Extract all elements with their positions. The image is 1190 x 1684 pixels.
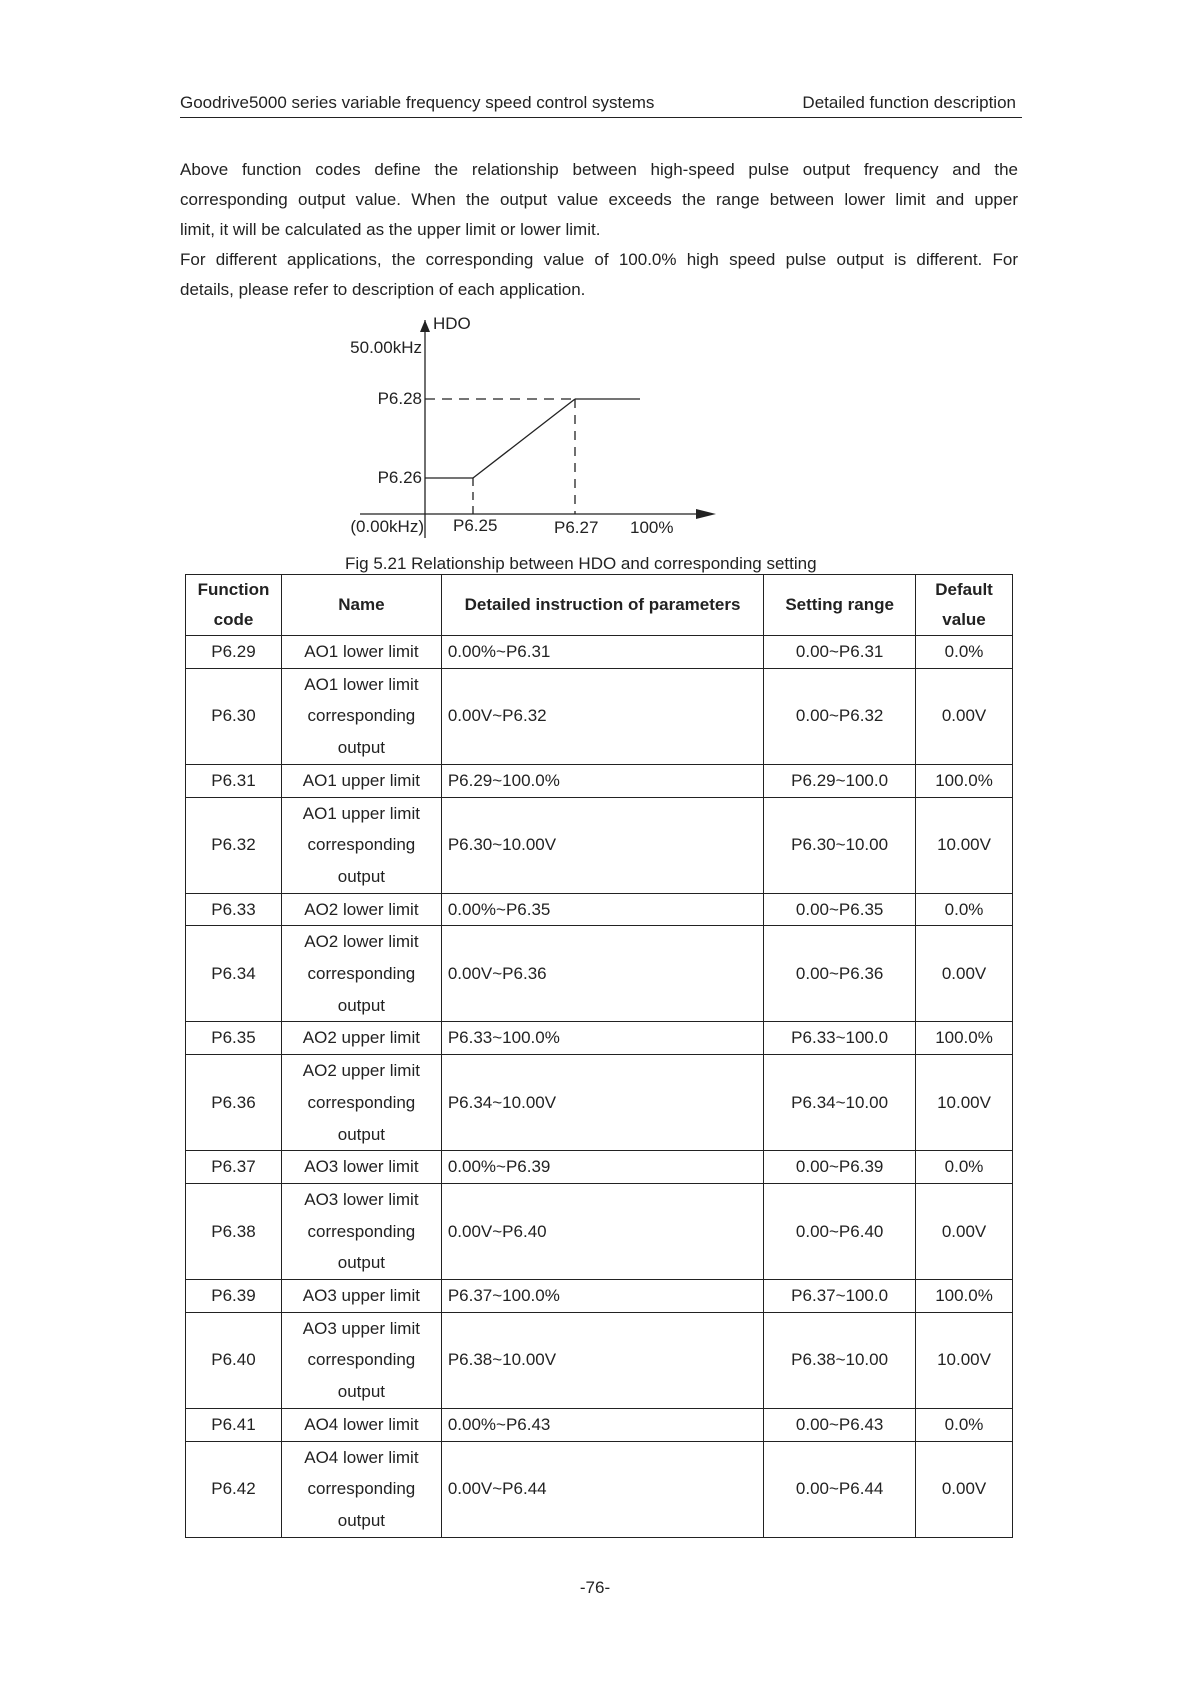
col-header-default-value (916, 575, 1013, 636)
cell-detail: P6.34~10.00V (441, 1055, 763, 1151)
cell-name-line: AO1 upper limit (302, 770, 420, 790)
cell-function-code: P6.40 (186, 1312, 282, 1408)
cell-default-value: 100.0% (916, 1280, 1013, 1313)
y-max-label: 50.00kHz (350, 338, 422, 357)
col-header-function-code-line-2: code (213, 610, 254, 629)
table-row (186, 1022, 1013, 1055)
cell-detail: P6.33~100.0% (441, 1022, 763, 1055)
cell-function-code: P6.32 (186, 797, 282, 893)
cell-name-line: output (337, 1382, 386, 1402)
x-p625-label: P6.25 (453, 516, 498, 535)
table-row (186, 1151, 1013, 1184)
cell-name-line: AO3 lower limit (304, 1189, 419, 1209)
cell-detail: 0.00%~P6.31 (441, 636, 763, 669)
cell-setting-range: P6.30~10.00 (764, 797, 916, 893)
cell-default-value: 0.0% (916, 1151, 1013, 1184)
cell-function-code: P6.36 (186, 1055, 282, 1151)
cell-setting-range: 0.00~P6.36 (764, 926, 916, 1022)
col-header-function-code (186, 575, 282, 636)
cell-function-code: P6.37 (186, 1151, 282, 1184)
cell-setting-range: 0.00~P6.40 (764, 1183, 916, 1279)
cell-name-line: AO4 lower limit (304, 1447, 419, 1467)
cell-name (281, 764, 441, 797)
table-row (186, 893, 1013, 926)
y-p628-label: P6.28 (377, 389, 422, 408)
cell-default-value: 0.00V (916, 668, 1013, 764)
cell-name-line: output (337, 1124, 386, 1144)
cell-name (281, 1312, 441, 1408)
cell-setting-range: 0.00~P6.35 (764, 893, 916, 926)
col-header-detail: Detailed instruction of parameters (441, 575, 763, 636)
cell-name-line: AO1 lower limit (304, 642, 419, 661)
cell-setting-range: P6.34~10.00 (764, 1055, 916, 1151)
cell-name (281, 926, 441, 1022)
table-body (186, 636, 1013, 1538)
cell-name-line: output (337, 1253, 386, 1273)
cell-detail: 0.00V~P6.44 (441, 1441, 763, 1537)
page-header (180, 93, 1022, 118)
cell-setting-range: 0.00~P6.43 (764, 1408, 916, 1441)
table-row (186, 926, 1013, 1022)
y-p626-label: P6.26 (377, 468, 422, 487)
cell-name (281, 1408, 441, 1441)
table-row (186, 797, 1013, 893)
cell-function-code: P6.33 (186, 893, 282, 926)
cell-function-code: P6.42 (186, 1441, 282, 1537)
table-row (186, 1280, 1013, 1313)
header-section-title: Detailed function description (802, 93, 1016, 112)
table-row (186, 1183, 1013, 1279)
cell-name-line: corresponding (307, 964, 416, 984)
body-paragraph-1-line-1: Above function codes define the relationship between high-speed pulse output frequency and the (180, 160, 1018, 179)
cell-detail: P6.29~100.0% (441, 764, 763, 797)
cell-default-value: 0.00V (916, 926, 1013, 1022)
header-doc-title: Goodrive5000 series variable frequency speed control systems (180, 93, 655, 112)
cell-name-line: output (337, 738, 386, 758)
table-row (186, 1055, 1013, 1151)
hdo-relationship-diagram (330, 308, 730, 553)
cell-detail: P6.37~100.0% (441, 1280, 763, 1313)
cell-name (281, 1055, 441, 1151)
table-row (186, 1441, 1013, 1537)
cell-name-line: AO3 lower limit (304, 1157, 419, 1177)
cell-setting-range: 0.00~P6.32 (764, 668, 916, 764)
body-paragraph-2-line-2: details, please refer to description of each application. (180, 280, 586, 299)
cell-name-line: corresponding (307, 706, 416, 726)
cell-name-line: output (337, 866, 386, 886)
cell-setting-range: P6.29~100.0 (764, 764, 916, 797)
figure-caption: Fig 5.21 Relationship between HDO and corresponding setting (345, 554, 817, 573)
cell-function-code: P6.39 (186, 1280, 282, 1313)
cell-function-code: P6.30 (186, 668, 282, 764)
table-row (186, 1408, 1013, 1441)
body-paragraph-1-line-3: limit, it will be calculated as the upper limit or lower limit. (180, 220, 601, 239)
cell-name-line: corresponding (307, 835, 416, 855)
cell-name-line: AO2 upper limit (302, 1028, 420, 1048)
cell-name-line: AO2 upper limit (302, 1061, 420, 1081)
cell-setting-range: 0.00~P6.39 (764, 1151, 916, 1184)
cell-function-code: P6.41 (186, 1408, 282, 1441)
cell-detail: P6.38~10.00V (441, 1312, 763, 1408)
cell-name (281, 636, 441, 669)
parameter-table (185, 574, 1013, 1538)
table-header-row (186, 575, 1013, 636)
cell-name-line: corresponding (307, 1479, 416, 1499)
y-axis-label: HDO (433, 314, 471, 333)
cell-setting-range: P6.33~100.0 (764, 1022, 916, 1055)
cell-default-value: 100.0% (916, 764, 1013, 797)
cell-function-code: P6.29 (186, 636, 282, 669)
cell-detail: 0.00V~P6.40 (441, 1183, 763, 1279)
cell-name (281, 1183, 441, 1279)
cell-default-value: 0.00V (916, 1441, 1013, 1537)
cell-name (281, 1441, 441, 1537)
col-header-setting-range: Setting range (764, 575, 916, 636)
col-header-default-line-1: Default (935, 580, 993, 599)
cell-name-line: corresponding (307, 1350, 416, 1370)
cell-default-value: 10.00V (916, 1312, 1013, 1408)
page-number: -76- (579, 1578, 611, 1597)
cell-name (281, 1151, 441, 1184)
cell-name-line: output (337, 1510, 386, 1530)
linear-segment (473, 399, 575, 478)
cell-setting-range: 0.00~P6.31 (764, 636, 916, 669)
x-max-label: 100% (630, 518, 674, 537)
cell-setting-range: P6.38~10.00 (764, 1312, 916, 1408)
cell-detail: 0.00%~P6.35 (441, 893, 763, 926)
col-header-default-line-2: value (942, 610, 986, 629)
col-header-function-code-line-1: Function (197, 580, 270, 599)
table-row (186, 764, 1013, 797)
cell-detail: 0.00V~P6.36 (441, 926, 763, 1022)
cell-name (281, 797, 441, 893)
cell-default-value: 0.0% (916, 893, 1013, 926)
cell-name-line: AO1 upper limit (302, 803, 420, 823)
cell-detail: 0.00%~P6.39 (441, 1151, 763, 1184)
cell-name (281, 668, 441, 764)
table-row (186, 1312, 1013, 1408)
cell-detail: 0.00%~P6.43 (441, 1408, 763, 1441)
cell-name (281, 1280, 441, 1313)
cell-name-line: corresponding (307, 1221, 416, 1241)
cell-default-value: 10.00V (916, 797, 1013, 893)
body-paragraph-1-line-2: corresponding output value. When the output value exceeds the range between lower limit and upper (180, 190, 1018, 209)
x-axis-arrowhead (696, 509, 716, 519)
cell-detail: 0.00V~P6.32 (441, 668, 763, 764)
x-p627-label: P6.27 (554, 518, 599, 537)
cell-default-value: 0.0% (916, 1408, 1013, 1441)
cell-default-value: 0.00V (916, 1183, 1013, 1279)
cell-name (281, 893, 441, 926)
col-header-name: Name (281, 575, 441, 636)
cell-setting-range: P6.37~100.0 (764, 1280, 916, 1313)
cell-name-line: AO3 upper limit (302, 1318, 420, 1338)
table-row (186, 668, 1013, 764)
body-paragraph-2-line-1: For different applications, the corresponding value of 100.0% high speed pulse output is different. For (180, 250, 1018, 269)
cell-default-value: 100.0% (916, 1022, 1013, 1055)
cell-function-code: P6.38 (186, 1183, 282, 1279)
origin-label: (0.00kHz) (350, 517, 424, 536)
y-axis-arrowhead (420, 320, 430, 332)
cell-name-line: corresponding (307, 1092, 416, 1112)
cell-function-code: P6.31 (186, 764, 282, 797)
cell-name-line: AO2 lower limit (304, 899, 419, 919)
cell-detail: P6.30~10.00V (441, 797, 763, 893)
table-row (186, 636, 1013, 669)
cell-name-line: AO2 lower limit (304, 932, 419, 952)
cell-name (281, 1022, 441, 1055)
cell-name-line: AO4 lower limit (304, 1414, 419, 1434)
cell-setting-range: 0.00~P6.44 (764, 1441, 916, 1537)
cell-function-code: P6.35 (186, 1022, 282, 1055)
cell-default-value: 0.0% (916, 636, 1013, 669)
cell-function-code: P6.34 (186, 926, 282, 1022)
cell-default-value: 10.00V (916, 1055, 1013, 1151)
cell-name-line: AO1 lower limit (304, 674, 419, 694)
cell-name-line: AO3 upper limit (302, 1286, 420, 1306)
cell-name-line: output (337, 995, 386, 1015)
